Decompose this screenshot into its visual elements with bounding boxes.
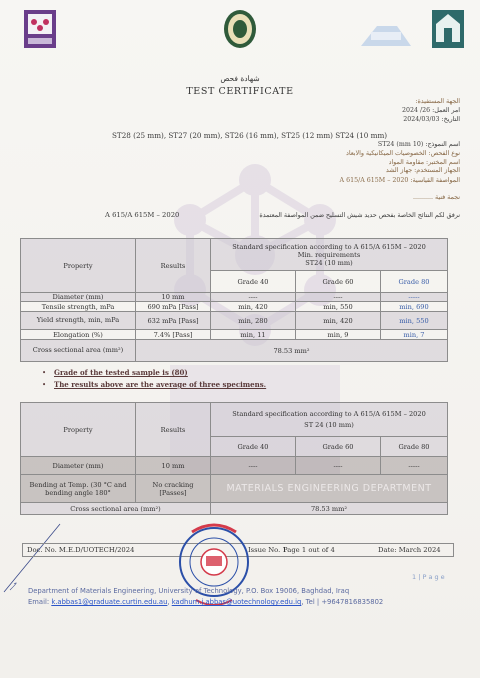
result-standard-en: A 615/A 615M – 2020	[105, 211, 180, 219]
department-watermark-text: MATERIALS ENGINEERING DEPARTMENT	[211, 475, 448, 503]
footer-date: Date: March 2024	[378, 546, 441, 554]
table2-grade40-header: Grade 40	[211, 437, 296, 457]
table1-spec-line3: ST24 (10 mm)	[305, 258, 353, 267]
doc-number: Doc. No. M.E.D/UOTECH/2024	[27, 546, 135, 554]
diameter-g60: ----	[296, 457, 381, 475]
bending-results-table	[20, 402, 448, 515]
row-g60: min, 550	[296, 302, 381, 312]
row-g60: min, 9	[296, 330, 381, 340]
row-property: Elongation (%)	[21, 330, 136, 340]
row-result: 632 mPa [Pass]	[136, 312, 211, 330]
telephone: Tel | +9647816835802	[305, 598, 384, 606]
row-g40: min, 420	[211, 302, 296, 312]
info-device: الجهاز المستخدم: جهاز الشد	[385, 167, 460, 174]
diameter-g40: ----	[211, 457, 296, 475]
page-number: 1 | P a g e	[412, 573, 445, 581]
info-standard: المواصفة القياسية: 2020 – A 615/A 615M	[339, 177, 460, 184]
university-seal-icon	[222, 8, 258, 50]
info-test-type: نوع الفحص: الخصوصيات الميكانيكية والابعاد	[346, 150, 460, 157]
row-property: Tensile strength, mPa	[21, 302, 136, 312]
title-english: TEST CERTIFICATE	[186, 86, 294, 97]
diameter-label: Diameter (mm)	[21, 457, 136, 475]
table2-spec-line2: ST 24 (10 mm)	[304, 420, 354, 429]
row-result: 690 mPa [Pass]	[136, 302, 211, 312]
materials-dept-logo-icon	[22, 8, 58, 50]
accreditation-badge-icon	[357, 22, 415, 48]
note-item: • Grade of the tested sample is (80)	[42, 368, 188, 377]
footer-address: Department of Materials Engineering, University of Technology, P.O. Box 19006, Baghdad, Iraq	[28, 587, 350, 595]
issue-number: Issue No. 1	[248, 546, 287, 554]
info-samples: ST28 (25 mm), ST27 (20 mm), ST26 (16 mm), ST25 (12 mm) ST24 (10 mm)	[112, 131, 388, 140]
lab-stamp-icon	[176, 520, 252, 610]
diameter-value: 10 mm	[136, 457, 211, 475]
info-date: التاريخ: 2024/03/03	[403, 116, 460, 123]
table-row	[21, 293, 448, 302]
title-arabic: شهادة فحص	[220, 74, 260, 83]
table-row	[21, 503, 448, 515]
table-row	[21, 457, 448, 475]
table1-grade60-header: Grade 60	[296, 271, 381, 293]
row-property: Yield strength, min, mPa	[21, 312, 136, 330]
info-technical: نجمة فنية ..........	[412, 194, 460, 201]
row-g80: min, 690	[381, 302, 448, 312]
row-g80: -----	[381, 293, 448, 302]
row-g80: min, 550	[381, 312, 448, 330]
table1-property-header: Property	[21, 239, 136, 293]
row-g40: min, 280	[211, 312, 296, 330]
email-link-1[interactable]: k.abbas1@graduate.curtin.edu.au	[51, 598, 168, 606]
table2-spec-line1: Standard specification according to A 615/A 615M – 2020	[232, 409, 426, 418]
table1-results-header: Results	[136, 239, 211, 293]
row-g80: min, 7	[381, 330, 448, 340]
note-grade: Grade of the tested sample is (80)	[54, 368, 188, 377]
row-g60: min, 420	[296, 312, 381, 330]
row-g60: ----	[296, 293, 381, 302]
row-property: Diameter (mm)	[21, 293, 136, 302]
table2-cross-value: 78.53 mm²	[211, 503, 448, 515]
table2-grade80-header: Grade 80	[381, 437, 448, 457]
note-average: The results above are the average of three specimens.	[54, 380, 267, 389]
table2-spec-header	[211, 403, 448, 437]
info-beneficiary: الجهة المستفيدة:	[415, 98, 460, 105]
table1-spec-header	[211, 239, 448, 271]
table-row	[21, 475, 448, 503]
result-intro: نرفق لكم النتائج الخاصة بفحص حديد شيش التسليح ضمن المواصفة المعتمدة	[259, 212, 460, 219]
info-lab: اسم المختبر: مقاومة المواد	[388, 159, 460, 166]
info-sample-name: اسم النموذج: (10 mm) ST24	[377, 141, 460, 148]
footer-contact: Email: k.abbas1@graduate.curtin.edu.au, kadhum.j.abbas@uotechnology.edu.iq, Tel | +9647816835802	[28, 598, 384, 606]
table1-grade40-header: Grade 40	[211, 271, 296, 293]
email-link-2[interactable]: kadhum.j.abbas@uotechnology.edu.iq	[171, 598, 302, 606]
bend-value: No cracking [Passes]	[136, 475, 211, 503]
table-row	[21, 312, 448, 330]
table2-grade60-header: Grade 60	[296, 437, 381, 457]
table-row	[21, 340, 448, 362]
table2-results-header: Results	[136, 403, 211, 457]
diameter-g80: -----	[381, 457, 448, 475]
note-item: • The results above are the average of three specimens.	[42, 380, 267, 389]
ministry-logo-icon	[430, 8, 466, 50]
table2-property-header: Property	[21, 403, 136, 457]
info-work-order: امر العمل: 26/ 2024	[401, 107, 460, 114]
email-prefix: Email:	[28, 598, 52, 606]
bend-label: Bending at Temp. (30 °C and bending angle 180°	[21, 475, 136, 503]
cross-area-label: Cross sectional area (mm²)	[21, 340, 136, 362]
table2-cross-label: Cross sectional area (mm²)	[21, 503, 211, 515]
notes-list	[42, 368, 266, 392]
table-row	[21, 330, 448, 340]
row-g40: min, 11	[211, 330, 296, 340]
row-result: 10 mm	[136, 293, 211, 302]
cross-area-value: 78.53 mm²	[136, 340, 448, 362]
table1-spec-line2: Min. requirements	[297, 250, 361, 259]
row-result: 7.4% [Pass]	[136, 330, 211, 340]
tensile-results-table	[20, 238, 448, 362]
table-row	[21, 302, 448, 312]
table1-spec-line1: Standard specification according to A 615/A 615M – 2020	[232, 242, 426, 251]
table1-grade80-header: Grade 80	[381, 271, 448, 293]
page-count: Page 1 out of 4	[283, 546, 335, 554]
row-g40: ----	[211, 293, 296, 302]
